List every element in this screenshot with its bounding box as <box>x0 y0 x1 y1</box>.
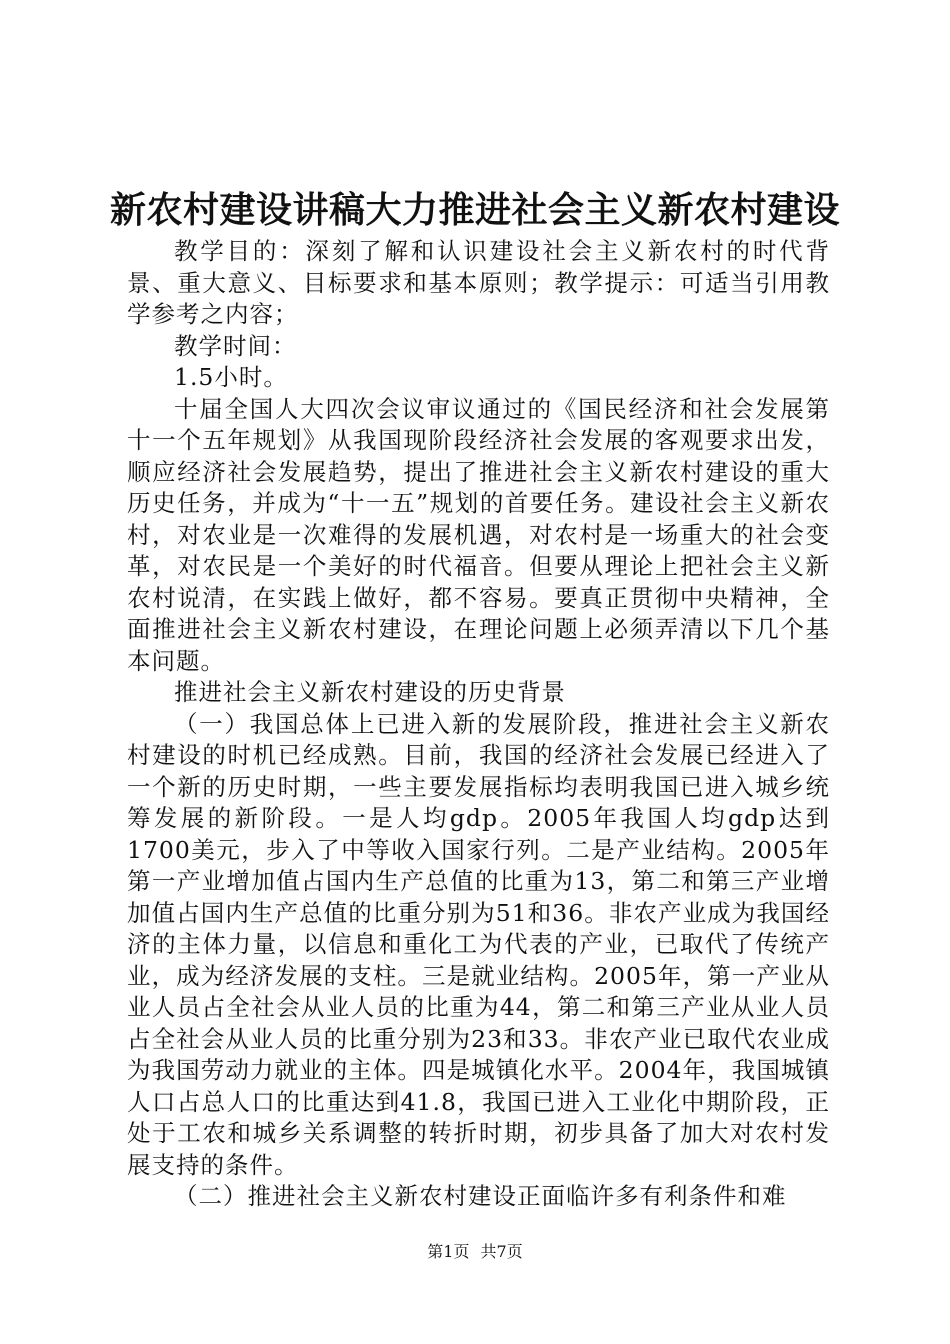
paragraph-intro: 十届全国人大四次会议审议通过的《国民经济和社会发展第十一个五年规划》从我国现阶段经济社会发展的客观要求出发，顺应经济社会发展趋势，提出了推进社会主义新农村建设的重大历史任务，并成为“十一五”规划的首要任务。建设社会主义新农村，对农业是一次难得的发展机遇，对农村是一场重大的社会变革，对农民是一个美好的时代福音。但要从理论上把社会主义新农村说清，在实践上做好，都不容易。要真正贯彻中央精神，全面推进社会主义新农村建设，在理论问题上必须弄清以下几个基本问题。 <box>127 394 830 675</box>
paragraph-section-two: （二）推进社会主义新农村建设正面临许多有利条件和难 <box>174 1182 787 1210</box>
paragraph-section-one: （一）我国总体上已进入新的发展阶段，推进社会主义新农村建设的时机已经成熟。目前，我国的经济社会发展已经进入了一个新的历史时期，一些主要发展指标均表明我国已进入城乡统筹发展的新阶段。一是人均gdp。2005年我国人均gdp达到1700美元，步入了中等收入国家行列。二是产业结构。2005年第一产业增加值占国内生产总值的比重为13，第二和第三产业增加值占国内生产总值的比重分别为51和36。非农产业成为我国经济的主体力量，以信息和重化工为代表的产业，已取代了传统产业，成为经济发展的支柱。三是就业结构。2005年，第一产业从业人员占全社会从业人员的比重为44，第二和第三产业从业人员占全社会从业人员的比重分别为23和33。非农产业已取代农业成为我国劳动力就业的主体。四是城镇化水平。2004年，我国城镇人口占总人口的比重达到41.8，我国已进入工业化中期阶段，正处于工农和城乡关系调整的转折时期，初步具备了加大对农村发展支持的条件。 <box>127 709 830 1179</box>
paragraph-time-label: 教学时间： <box>174 331 297 360</box>
document-title: 新农村建设讲稿大力推进社会主义新农村建设 <box>109 189 840 231</box>
paragraph-duration: 1.5小时。 <box>174 363 288 391</box>
page-total: 共7页 <box>480 1242 523 1261</box>
section-heading-background: 推进社会主义新农村建设的历史背景 <box>174 678 566 706</box>
document-body <box>127 236 830 1213</box>
paragraph-objectives: 教学目的：深刻了解和认识建设社会主义新农村的时代背景、重大意义、目标要求和基本原则；教学提示：可适当引用教学参考之内容； <box>127 237 830 328</box>
page-number: 第1页 <box>427 1242 470 1261</box>
page-footer <box>0 1242 950 1262</box>
